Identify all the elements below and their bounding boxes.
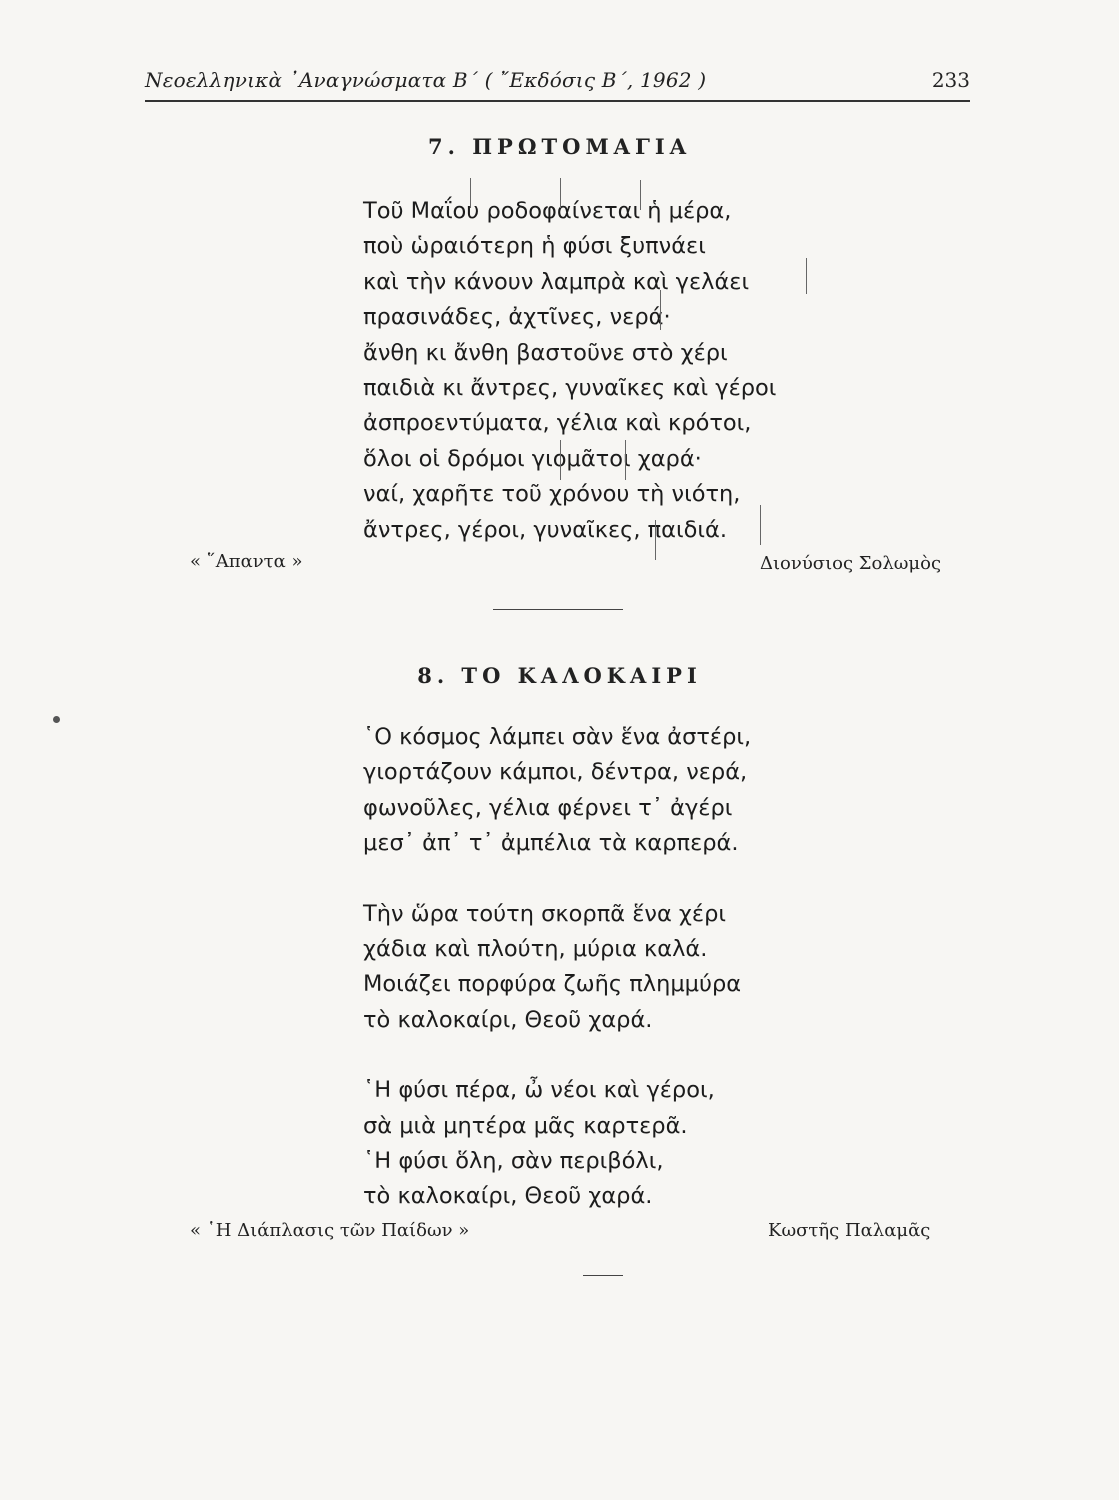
stanza-gap <box>363 1038 751 1073</box>
poem2-body <box>363 720 751 1215</box>
poem2-source: « ῾Η Διάπλασις τῶν Παίδων » <box>190 1220 470 1241</box>
pencil-mark <box>625 440 626 480</box>
poem1-title: 7. ΠΡΩΤΟΜΑΓΙΑ <box>427 134 692 159</box>
poem1-line: ἄνθη κι ἄνθη βαστοῦνε στὸ χέρι <box>363 339 728 366</box>
poem1-line: πρασινάδες, ἀχτῖνες, νερά· <box>363 304 671 331</box>
pencil-mark <box>660 290 661 330</box>
poem2-line: τὸ καλοκαίρι, Θεοῦ χαρά. <box>363 1183 653 1210</box>
pencil-mark <box>560 440 561 480</box>
poem1-author: Διονύσιος Σολωμὸς <box>760 553 942 574</box>
poem2-line: Τὴν ὥρα τούτη σκορπᾶ ἕνα χέρι <box>363 900 726 927</box>
poem1-line: ἀσπροεντύματα, γέλια καὶ κρότοι, <box>363 410 752 437</box>
poem1-line: ὅλοι οἱ δρόμοι γιομᾶτοι χαρά· <box>363 445 702 472</box>
poem2-line: ῾Ο κόσμος λάμπει σὰν ἕνα ἀστέρι, <box>363 724 752 750</box>
poem2-line: σὰ μιὰ μητέρα μᾶς καρτερᾶ. <box>363 1112 688 1139</box>
poem1-line: καὶ τὴν κάνουν λαμπρὰ καὶ γελάει <box>363 268 750 295</box>
running-head <box>145 68 970 98</box>
header-rule <box>145 100 970 102</box>
poem2-author: Κωστῆς Παλαμᾶς <box>768 1220 931 1241</box>
poem2-line: Μοιάζει πορφύρα ζωῆς πλημμύρα <box>363 971 742 998</box>
poem1-body <box>363 194 776 548</box>
pencil-mark <box>760 505 761 545</box>
poem1-line: ἄντρες, γέροι, γυναῖκες, παιδιά. <box>363 516 727 543</box>
stanza-gap <box>363 862 751 897</box>
margin-dot <box>53 716 60 723</box>
poem1-line: Τοῦ Μαΐου ροδοφαίνεται ἡ μέρα, <box>363 198 732 224</box>
pencil-mark <box>655 520 656 560</box>
pencil-mark <box>806 258 807 294</box>
running-title: Νεοελληνικὰ ᾿Αναγνώσματα Β΄ ( ῎Εκδόσις Β΄, 1962 ) <box>145 68 707 92</box>
poem1-line: ναί, χαρῆτε τοῦ χρόνου τὴ νιότη, <box>363 481 741 508</box>
short-rule <box>583 1275 623 1276</box>
poem2-line: τὸ καλοκαίρι, Θεοῦ χαρά. <box>363 1006 653 1033</box>
page-number: 233 <box>931 68 970 92</box>
poem2-line: ῾Η φύσι πέρα, ὦ νέοι καὶ γέροι, <box>363 1077 715 1104</box>
poem2-line: γιορτάζουν κάμποι, δέντρα, νερά, <box>363 759 748 786</box>
poem2-line: φωνοῦλες, γέλια φέρνει τ᾿ ἀγέρι <box>363 794 733 821</box>
section-divider <box>493 609 623 610</box>
pencil-mark <box>470 178 471 208</box>
poem2-line: ῾Η φύσι ὅλη, σὰν περιβόλι, <box>363 1147 664 1174</box>
poem1-source: « ῞Απαντα » <box>190 551 303 572</box>
poem1-line: ποὺ ὡραιότερη ἡ φύσι ξυπνάει <box>363 233 706 260</box>
pencil-mark <box>560 178 561 208</box>
poem1-line: παιδιὰ κι ἄντρες, γυναῖκες καὶ γέροι <box>363 374 777 401</box>
poem2-line: μεσ᾿ ἀπ᾿ τ᾿ ἀμπέλια τὰ καρπερά. <box>363 830 739 857</box>
pencil-mark <box>640 180 641 210</box>
poem2-title: 8. ΤΟ ΚΑΛΟΚΑΙΡΙ <box>417 663 702 688</box>
poem2-line: χάδια καὶ πλούτη, μύρια καλά. <box>363 935 708 962</box>
